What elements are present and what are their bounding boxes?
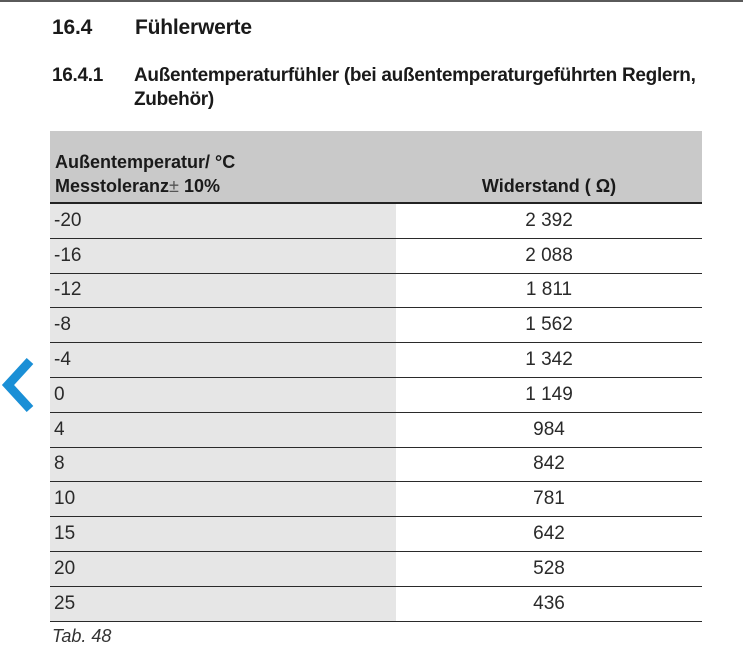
resistance-cell: 1 811 [396, 273, 702, 308]
temperature-cell: 10 [50, 482, 396, 517]
sensor-values-table [50, 131, 702, 622]
temperature-cell: 25 [50, 586, 396, 621]
table-row [50, 586, 702, 621]
subsection-title: Außentemperaturfühler (bei außentemperaturgeführten Reglern, Zubehör) [134, 65, 696, 110]
section-heading [52, 16, 252, 40]
resistance-cell: 1 342 [396, 343, 702, 378]
table-row [50, 412, 702, 447]
temperature-cell: 4 [50, 412, 396, 447]
table-row [50, 377, 702, 412]
chevron-left-stroke [8, 361, 30, 409]
table-row [50, 203, 702, 238]
header-temperature-line1: Außentemperatur/ °C [55, 152, 236, 172]
section-title: Fühlerwerte [135, 16, 252, 39]
chevron-left-icon[interactable] [0, 355, 40, 415]
sensor-values-table-container [50, 131, 702, 622]
header-temperature [50, 131, 396, 203]
temperature-cell: 20 [50, 551, 396, 586]
plus-minus-symbol: ± [169, 176, 179, 196]
temperature-cell: -8 [50, 308, 396, 343]
subsection-number: 16.4.1 [52, 65, 104, 86]
table-row [50, 308, 702, 343]
resistance-cell: 781 [396, 482, 702, 517]
temperature-cell: 8 [50, 447, 396, 482]
resistance-cell: 1 562 [396, 308, 702, 343]
table-row [50, 343, 702, 378]
section-number: 16.4 [52, 16, 93, 39]
temperature-cell: -20 [50, 203, 396, 238]
table-row [50, 482, 702, 517]
table-row [50, 551, 702, 586]
resistance-cell: 2 088 [396, 238, 702, 273]
top-rule [0, 0, 743, 2]
table-row [50, 238, 702, 273]
table-row [50, 447, 702, 482]
table-row [50, 273, 702, 308]
header-tolerance-value: 10% [183, 176, 220, 196]
resistance-cell: 642 [396, 517, 702, 552]
temperature-cell: 15 [50, 517, 396, 552]
temperature-cell: -16 [50, 238, 396, 273]
resistance-cell: 1 149 [396, 377, 702, 412]
table-caption: Tab. 48 [52, 626, 112, 646]
temperature-cell: -12 [50, 273, 396, 308]
resistance-cell: 528 [396, 551, 702, 586]
resistance-cell: 2 392 [396, 203, 702, 238]
resistance-cell: 842 [396, 447, 702, 482]
table-header-row [50, 131, 702, 203]
temperature-cell: 0 [50, 377, 396, 412]
table-row [50, 517, 702, 552]
header-resistance: Widerstand ( Ω) [396, 131, 702, 203]
resistance-cell: 436 [396, 586, 702, 621]
temperature-cell: -4 [50, 343, 396, 378]
header-tolerance-label: Messtoleranz [55, 176, 170, 196]
resistance-cell: 984 [396, 412, 702, 447]
